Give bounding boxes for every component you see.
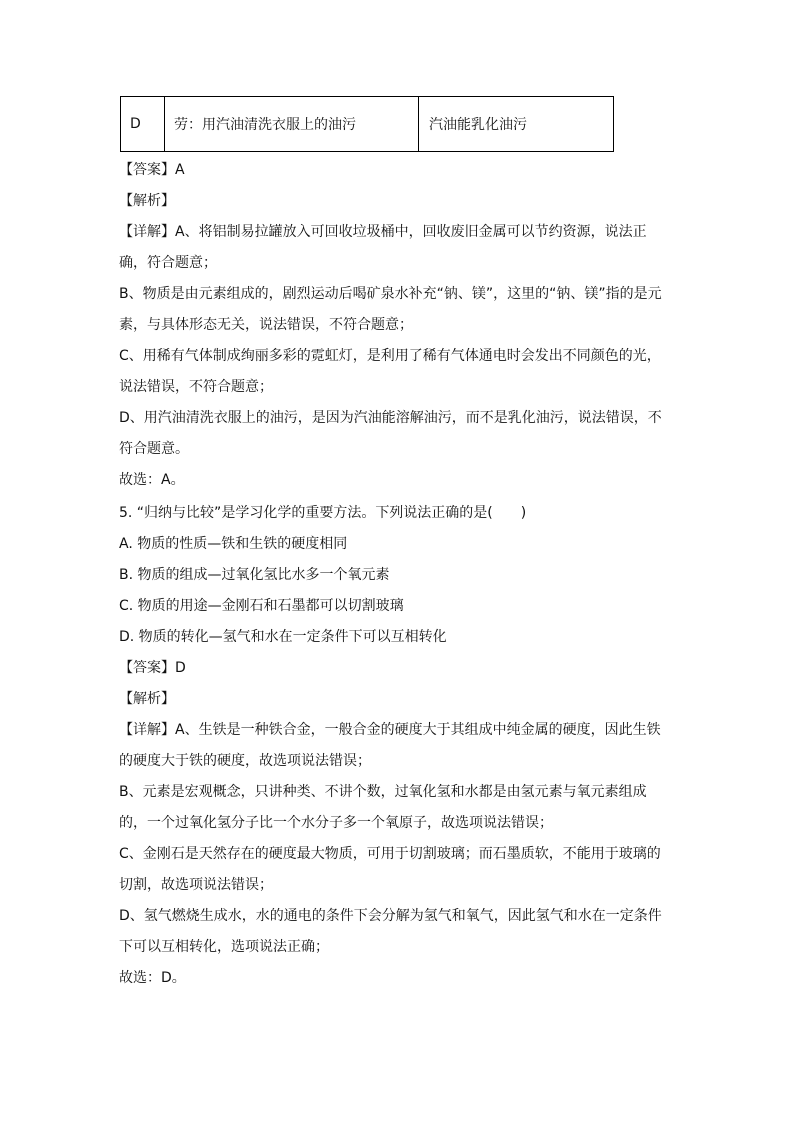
- q5-option-b: B. 物质的组成—过氧化氢比水多一个氧元素: [119, 567, 390, 583]
- q5-detail-line: C、金刚石是天然存在的硬度最大物质，可用于切割玻璃；而石墨质软，不能用于玻璃的: [119, 846, 661, 862]
- q5-option-c: C. 物质的用途—金刚石和石墨都可以切割玻璃: [119, 598, 404, 614]
- q5-conclusion: 故选：D。: [119, 970, 186, 986]
- q4-analysis-title: 【解析】: [119, 193, 175, 209]
- table-cell-explanation: 汽油能乳化油污: [429, 117, 527, 133]
- q4-detail-line: 符合题意。: [119, 441, 189, 457]
- q5-detail-line: 【详解】A、生铁是一种铁合金，一般合金的硬度大于其组成中纯金属的硬度，因此生铁: [119, 722, 661, 738]
- q5-detail-line: 下可以互相转化，选项说法正确；: [119, 939, 329, 955]
- q5-stem: 5. “归纳与比较”是学习化学的重要方法。下列说法正确的是( ): [119, 505, 527, 521]
- q4-detail-line: B、物质是由元素组成的，剧烈运动后喝矿泉水补充“钠、镁”，这里的“钠、镁”指的是元: [119, 286, 662, 302]
- q5-option-a: A. 物质的性质—铁和生铁的硬度相同: [119, 536, 348, 552]
- q4-detail-line: 【详解】A、将铝制易拉罐放入可回收垃圾桶中，回收废旧金属可以节约资源，说法正: [119, 224, 647, 240]
- q4-detail-line: D、用汽油清洗衣服上的油污，是因为汽油能溶解油污，而不是乳化油污，说法错误，不: [119, 410, 662, 426]
- q4-detail-line: 素，与具体形态无关，说法错误，不符合题意；: [119, 317, 413, 333]
- q5-detail-line: 的硬度大于铁的硬度，故选项说法错误；: [119, 753, 371, 769]
- q5-detail-line: 的，一个过氧化氢分子比一个水分子多一个氧原子，故选项说法错误；: [119, 815, 553, 831]
- q4-detail-line: 确，符合题意；: [119, 255, 217, 271]
- q4-detail-line: C、用稀有气体制成绚丽多彩的霓虹灯，是利用了稀有气体通电时会发出不同颜色的光，: [119, 348, 661, 364]
- q4-detail-line: 说法错误，不符合题意；: [119, 379, 273, 395]
- q5-analysis-title: 【解析】: [119, 691, 175, 707]
- q5-detail-line: 切割，故选项说法错误；: [119, 877, 273, 893]
- table-cell-scenario: 劳：用汽油清洗衣服上的油污: [165, 97, 419, 151]
- q4-conclusion: 故选：A。: [119, 472, 185, 488]
- q5-detail-line: D、氢气燃烧生成水，水的通电的条件下会分解为氢气和氧气，因此氢气和水在一定条件: [119, 908, 662, 924]
- table-cell-option: D: [121, 97, 165, 151]
- q5-answer: 【答案】D: [119, 660, 186, 676]
- q5-detail-line: B、元素是宏观概念，只讲种类、不讲个数，过氧化氢和水都是由氢元素与氧元素组成: [119, 784, 647, 800]
- q4-answer: 【答案】A: [119, 162, 185, 178]
- q5-option-d: D. 物质的转化—氢气和水在一定条件下可以互相转化: [119, 629, 447, 645]
- option-table: [120, 96, 614, 152]
